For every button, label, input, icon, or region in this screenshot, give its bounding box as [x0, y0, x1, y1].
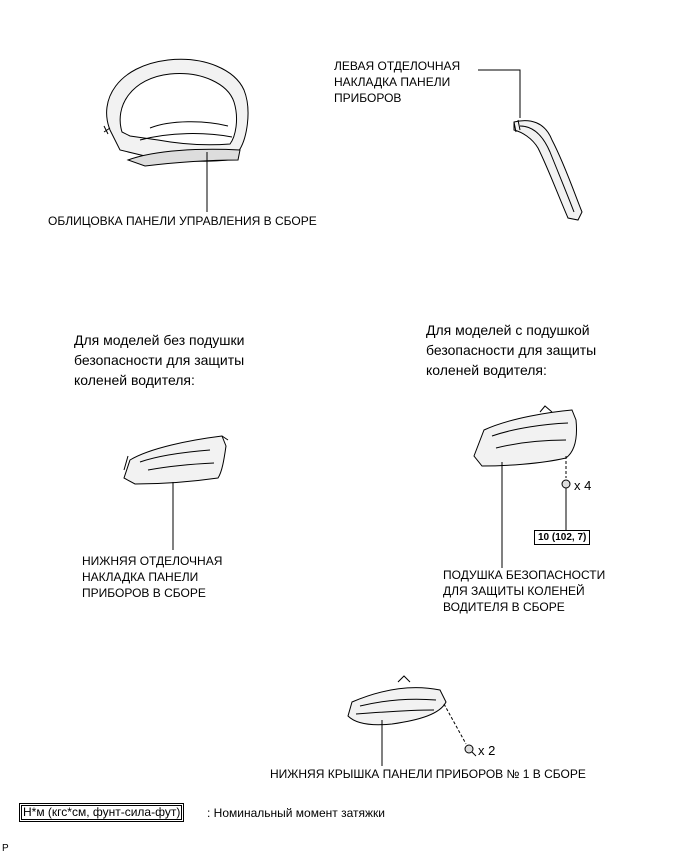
knee-airbag-drawing — [474, 406, 577, 466]
cover-screw-guide — [444, 704, 466, 744]
lower-finish-panel-label — [82, 553, 222, 601]
left-finish-panel-line-1: ЛЕВАЯ ОТДЕЛОЧНАЯ — [334, 59, 461, 73]
under-cover-label: НИЖНЯЯ КРЫШКА ПАНЕЛИ ПРИБОРОВ № 1 В СБОРЕ — [270, 767, 586, 781]
variant-without-line-2: безопасности для защиты — [74, 352, 245, 368]
knee-airbag-line-2: ДЛЯ ЗАЩИТЫ КОЛЕНЕЙ — [443, 584, 585, 598]
left-finish-panel-label — [334, 58, 460, 106]
airbag-bolt-quantity: x 4 — [574, 478, 592, 493]
variant-with-line-3: коленей водителя: — [426, 362, 547, 378]
variant-without-line-1: Для моделей без подушки — [74, 332, 245, 348]
knee-airbag-line-3: ВОДИТЕЛЯ В СБОРЕ — [443, 600, 565, 614]
cluster-finish-panel-drawing — [104, 59, 248, 166]
cover-screw-quantity: x 2 — [478, 743, 496, 758]
variant-with-line-2: безопасности для защиты — [426, 342, 597, 358]
variant-without-airbag — [74, 330, 244, 390]
lower-panel-line-3: ПРИБОРОВ В СБОРЕ — [82, 586, 206, 600]
lower-panel-line-1: НИЖНЯЯ ОТДЕЛОЧНАЯ — [82, 554, 223, 568]
left-finish-panel-line-2: НАКЛАДКА ПАНЕЛИ — [334, 75, 451, 89]
lower-finish-panel-drawing — [124, 436, 228, 484]
left-finish-panel-drawing — [514, 120, 582, 220]
left-finish-panel-line-3: ПРИБОРОВ — [334, 91, 402, 105]
knee-airbag-label — [443, 567, 605, 615]
under-cover-drawing — [348, 676, 446, 725]
airbag-torque-value: 10 (102, 7) — [534, 530, 590, 545]
variant-with-airbag — [426, 320, 596, 380]
bolt-icon — [562, 480, 570, 494]
variant-without-line-3: коленей водителя: — [74, 372, 195, 388]
left-panel-leader — [478, 70, 520, 118]
variant-with-line-1: Для моделей с подушкой — [426, 322, 590, 338]
torque-legend-description: : Номинальный момент затяжки — [207, 806, 385, 820]
knee-airbag-line-1: ПОДУШКА БЕЗОПАСНОСТИ — [443, 568, 606, 582]
cluster-finish-panel-label: ОБЛИЦОВКА ПАНЕЛИ УПРАВЛЕНИЯ В СБОРЕ — [48, 214, 317, 228]
screw-icon — [465, 745, 476, 756]
torque-unit-legend-box: Н*м (кгс*см, фунт-сила-фут) — [19, 803, 184, 822]
lower-panel-line-2: НАКЛАДКА ПАНЕЛИ — [82, 570, 199, 584]
corner-mark: P — [2, 843, 9, 854]
